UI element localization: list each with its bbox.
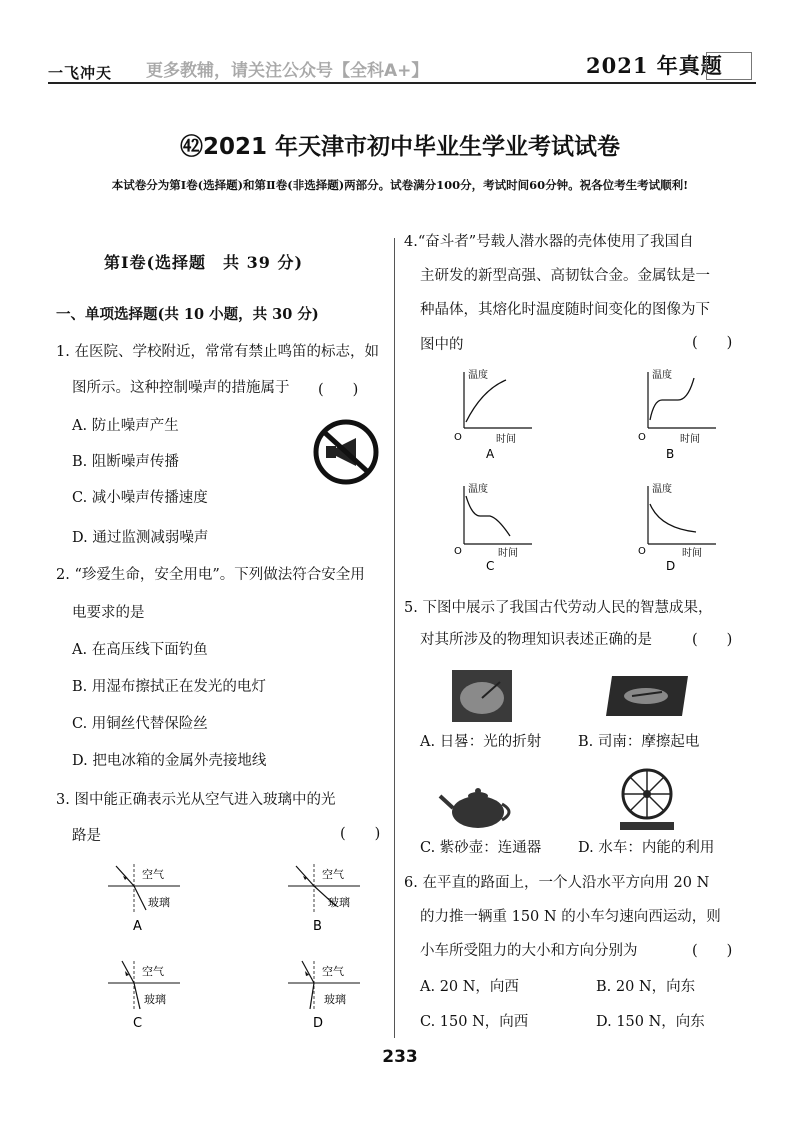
q1-stem-line1: 1. 在医院、学校附近，常常有禁止鸣笛的标志，如 [56, 344, 379, 360]
q4-graph-b [636, 366, 726, 461]
teapot-image [438, 782, 518, 832]
header-rule [48, 82, 756, 84]
origin-label: O [454, 546, 462, 557]
q6-stem-line1: 6. 在平直的路面上，一个人沿水平方向用 20 N [404, 875, 710, 891]
x-label: 时间 [496, 434, 516, 445]
air-label: 空气 [142, 868, 164, 881]
q1-option-c: C. 减小噪声传播速度 [72, 490, 208, 506]
q4-graph-c [452, 478, 542, 573]
compass-sinan-image [604, 672, 690, 720]
q6-stem-line3: 小车所受阻力的大小和方向分别为 [420, 943, 638, 959]
no-horn-sign-icon [312, 418, 380, 486]
q1-option-d: D. 通过监测减弱噪声 [72, 530, 209, 546]
q5-option-c: C. 紫砂壶：连通器 [420, 840, 542, 856]
y-label: 温度 [468, 370, 488, 381]
q2-option-d: D. 把电冰箱的金属外壳接地线 [72, 753, 267, 769]
q3-answer-paren: ( ) [340, 826, 381, 842]
exam-title: ㊷2021 年天津市初中毕业生学业考试试卷 [179, 134, 621, 160]
column-divider [394, 238, 395, 1038]
q5-option-d: D. 水车：内能的利用 [578, 840, 715, 856]
q2-option-b: B. 用湿布擦拭正在发光的电灯 [72, 679, 266, 695]
q4-graph-a [452, 366, 542, 461]
y-label: 温度 [652, 370, 672, 381]
q4-stem-line4: 图中的 [420, 337, 464, 353]
q6-stem-line2: 的力推一辆重 150 N 的小车匀速向西运动，则 [420, 909, 721, 925]
q5-option-a: A. 日晷：光的折射 [420, 734, 542, 750]
q5-stem-line2: 对其所涉及的物理知识表述正确的是 [420, 632, 652, 648]
q5-option-b: B. 司南：摩擦起电 [578, 734, 700, 750]
label-a: A [133, 919, 142, 934]
x-label: 时间 [680, 434, 700, 445]
q6-option-b: B. 20 N，向东 [596, 979, 696, 995]
q2-option-c: C. 用铜丝代替保险丝 [72, 716, 208, 732]
label-c: C [133, 1016, 143, 1031]
q1-stem-line2: 图所示。这种控制噪声的措施属于 [72, 380, 290, 396]
label-b: B [313, 919, 322, 934]
q5-answer-paren: ( ) [692, 632, 733, 648]
promo-text: 更多教辅，请关注公众号【全科A+】 [146, 61, 429, 81]
q2-option-a: A. 在高压线下面钓鱼 [72, 642, 208, 658]
origin-label: O [454, 432, 462, 443]
q6-option-c: C. 150 N，向西 [420, 1014, 529, 1030]
glass-label: 玻璃 [144, 993, 166, 1006]
q4-answer-paren: ( ) [692, 335, 733, 351]
y-label: 温度 [468, 484, 488, 495]
q3-stem-line2: 路是 [72, 828, 101, 844]
year-title: 2021 年真题 [586, 53, 723, 78]
label-b: B [666, 447, 675, 461]
waterwheel-image [614, 764, 680, 836]
glass-label: 玻璃 [328, 896, 350, 909]
page-number: 233 [382, 1047, 418, 1067]
label-a: A [486, 447, 495, 461]
x-label: 时间 [498, 548, 518, 559]
q4-graph-d [636, 478, 726, 573]
header-ornament [706, 52, 752, 80]
label-d: D [666, 559, 676, 573]
q6-answer-paren: ( ) [692, 943, 733, 959]
origin-label: O [638, 432, 646, 443]
air-label: 空气 [322, 965, 344, 978]
section-subtitle: 一、单项选择题(共 10 小题，共 30 分) [56, 306, 319, 323]
air-label: 空气 [322, 868, 344, 881]
origin-label: O [638, 546, 646, 557]
air-label: 空气 [142, 965, 164, 978]
q5-stem-line1: 5. 下图中展示了我国古代劳动人民的智慧成果， [404, 600, 713, 616]
brand-logo: 一飞冲天 [48, 64, 113, 82]
sundial-image [452, 670, 512, 722]
label-d: D [313, 1016, 324, 1031]
x-label: 时间 [682, 548, 702, 559]
q3-diagram-a [100, 858, 190, 938]
q3-diagram-b [280, 858, 370, 938]
label-c: C [486, 559, 495, 573]
exam-instructions: 本试卷分为第Ⅰ卷(选择题)和第Ⅱ卷(非选择题)两部分。试卷满分100分，考试时间60分钟。祝各位考生考试顺利! [111, 178, 689, 192]
q4-stem-line3: 种晶体，其熔化时温度随时间变化的图像为下 [420, 302, 710, 318]
glass-label: 玻璃 [324, 993, 346, 1006]
section-title: 第Ⅰ卷(选择题 共 39 分) [104, 253, 304, 272]
q1-answer-paren: ( ) [318, 382, 359, 398]
q4-stem-line2: 主研发的新型高强、高韧钛合金。金属钛是一 [420, 268, 710, 284]
q2-stem-line1: 2. “珍爱生命，安全用电”。下列做法符合安全用 [56, 567, 365, 583]
q3-diagram-d [280, 955, 370, 1035]
q1-option-b: B. 阻断噪声传播 [72, 454, 179, 470]
q1-option-a: A. 防止噪声产生 [72, 418, 179, 434]
q3-diagram-c [100, 955, 190, 1035]
q3-stem-line1: 3. 图中能正确表示光从空气进入玻璃中的光 [56, 792, 336, 808]
q6-option-d: D. 150 N，向东 [596, 1014, 705, 1030]
q2-stem-line2: 电要求的是 [72, 605, 145, 621]
y-label: 温度 [652, 484, 672, 495]
q6-option-a: A. 20 N，向西 [420, 979, 519, 995]
glass-label: 玻璃 [148, 896, 170, 909]
q4-stem-line1: 4.“奋斗者”号载人潜水器的壳体使用了我国自 [404, 234, 694, 250]
